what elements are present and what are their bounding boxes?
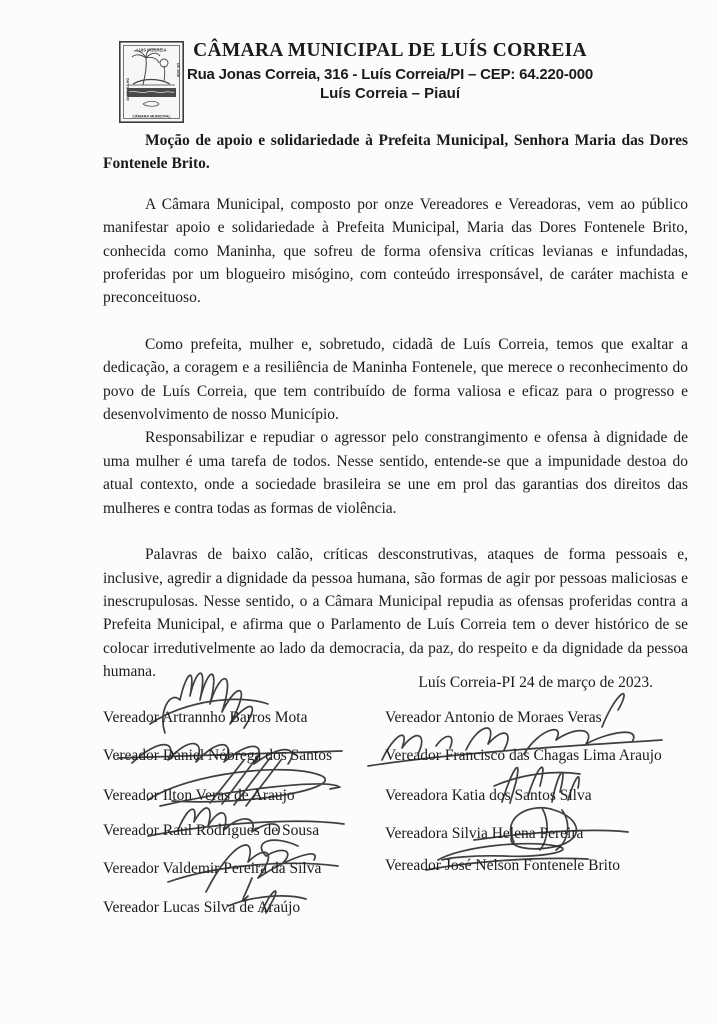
paragraph-3: Responsabilizar e repudiar o agressor pelo constrangimento e ofensa à dignidade de uma mulher é uma tarefa de todos. Nesse sentido, entende-se que a impunidade destoa do atual contexto, onde a sociedade brasileira se une em prol das garantias dos direitos das mulheres e contra todas as formas de violência.	[103, 429, 688, 517]
signatory-name: Vereador Antonio de Moraes Veras	[385, 709, 602, 726]
signatory-name: Vereador Raul Rodrigues de Sousa	[103, 822, 320, 839]
signature-ink-antonio	[602, 694, 624, 727]
letterhead	[170, 40, 610, 102]
organization-name: CÂMARA MUNICIPAL DE LUÍS CORREIA	[193, 40, 587, 61]
seal-top-text: LUIS CORREIA	[136, 47, 167, 53]
signatory-name: Vereador Valdemir Pereira da Silva	[103, 860, 322, 877]
signatory-name: Vereadora Katia dos Santos Silva	[385, 787, 592, 804]
dateline: Luís Correia-PI 24 de março de 2023.	[418, 674, 653, 691]
city-state-line: Luís Correia – Piauí	[319, 85, 461, 102]
document-body	[103, 129, 688, 684]
paragraph-1: A Câmara Municipal, composto por onze Vereadores e Vereadoras, vem ao público manifestar apoio e solidariedade à Prefeita Municipal, Maria das Dores Fontenele Brito, conhecida como Maninha, que sofreu de forma ofensiva críticas levianas e infundadas, proferidas por um blogueiro misógino, com conteúdo irresponsável, de caráter machista e preconceituoso.	[103, 195, 688, 307]
signatory-name: Vereador Francisco das Chagas Lima Araujo	[385, 747, 662, 764]
signatory-name: Vereador José Nelson Fontenele Brito	[385, 857, 621, 874]
seal-bottom-text: CÂMARA MUNICIPAL	[132, 114, 171, 119]
signatory-name: Vereador Daniel Nóbrega dos Santos	[103, 747, 332, 764]
signatory-name: Vereador Artrannho Barros Mota	[103, 709, 308, 726]
seal-dark-band	[127, 88, 176, 97]
paragraph-4: Palavras de baixo calão, críticas desconstrutivas, ataques de forma pessoais e, inclusive, agredir a dignidade da pessoa humana, são formas de agir por pessoas maliciosas e inescrupulosas. Nesse sentido, o a Câmara Municipal repudia as ofensas proferidas contra a Prefeita Municipal, e afirma que o Parlamento de Luís Correia tem o dever histórico de se colocar irredutivelmente ao lado da democracia, da paz, do respeito e da dignidade da pessoa humana.	[103, 546, 688, 681]
document-title: Moção de apoio e solidariedade à Prefeita Municipal, Senhora Maria das Dores Fontenele Brito.	[103, 132, 688, 173]
address-line: Rua Jonas Correia, 316 - Luís Correia/PI – CEP: 64.220-000	[186, 66, 594, 83]
signatory-name: Vereador Lucas Silva de Araújo	[103, 899, 301, 916]
signatory-name: Vereador Ilton Veras de Araujo	[103, 787, 295, 804]
seal-right-text: DE 1938	[176, 63, 180, 77]
paragraph-2: Como prefeita, mulher e, sobretudo, cidadã de Luís Correia, temos que exaltar a dedicação, a coragem e a resiliência de Maninha Fontenele, que merece o reconhecimento do povo de Luís Correia, que tem contribuído de forma valiosa e eficaz para o progresso e desenvolvimento de nosso Município.	[103, 335, 688, 424]
signatory-name: Vereadora Silvia Helena Pereira	[385, 825, 584, 842]
